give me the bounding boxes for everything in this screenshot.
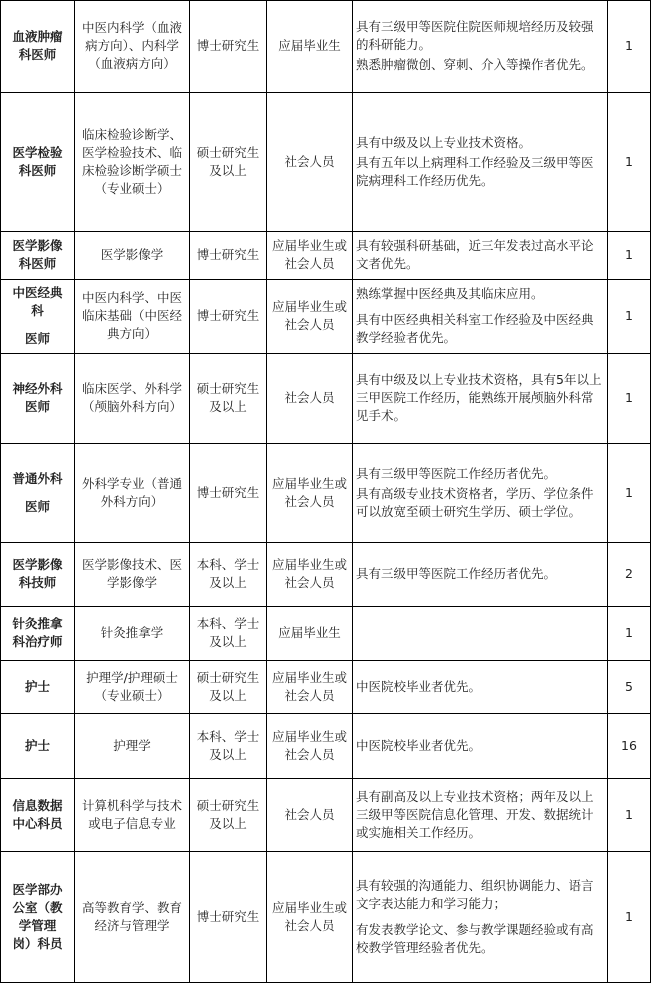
- cell-major: 针灸推拿学: [75, 606, 190, 660]
- cell-audience: 应届毕业生或社会人员: [267, 444, 353, 542]
- table-row: [1, 1, 651, 93]
- requirement-line: 具有三级甲等医院住院医师规培经历及较强的科研能力。: [356, 19, 594, 53]
- cell-position: [1, 542, 75, 606]
- cell-count: 1: [608, 279, 651, 353]
- cell-major: 医学影像学: [75, 231, 190, 279]
- position-line: 科医师: [18, 47, 57, 63]
- position-line: 岗）科员: [12, 936, 63, 952]
- cell-count: 2: [608, 542, 651, 606]
- cell-requirements: [353, 92, 608, 231]
- position-line: 医学影像: [12, 557, 63, 573]
- cell-count: 1: [608, 92, 651, 231]
- requirement-line: 具有三级甲等医院工作经历者优先。: [356, 465, 557, 481]
- cell-count: 1: [608, 231, 651, 279]
- requirement-line: 具有副高及以上专业技术资格；两年及以上三级甲等医院信息化管理、开发、数据统计或实施相关工作经历。: [356, 788, 594, 840]
- cell-requirements: [353, 542, 608, 606]
- cell-requirements: [353, 353, 608, 444]
- requirement-line: 具有高级专业技术资格者，学历、学位条件可以放宽至硕士研究生学历、硕士学位。: [356, 485, 594, 519]
- cell-position: [1, 1, 75, 93]
- table-row: [1, 231, 651, 279]
- cell-major: 临床医学、外科学（颅脑外科方向）: [75, 353, 190, 444]
- cell-count: 5: [608, 661, 651, 714]
- position-line: 医学影像: [12, 238, 63, 254]
- cell-education: 硕士研究生及以上: [190, 92, 267, 231]
- cell-audience: 应届毕业生或社会人员: [267, 279, 353, 353]
- cell-audience: 应届毕业生: [267, 1, 353, 93]
- table-row: [1, 661, 651, 714]
- cell-major: 护理学/护理硕士（专业硕士）: [75, 661, 190, 714]
- requirement-line: 具有较强科研基础，近三年发表过高水平论文者优先。: [356, 238, 594, 272]
- recruitment-table-body: [1, 1, 651, 983]
- cell-count: 16: [608, 714, 651, 778]
- requirement-line: 中医院校毕业者优先。: [356, 679, 482, 695]
- position-line: 学管理: [18, 918, 57, 934]
- position-line: 公室（教: [12, 900, 63, 916]
- cell-major: 中医内科学（血液病方向）、内科学（血液病方向）: [75, 1, 190, 93]
- requirement-line: 具有较强的沟通能力、组织协调能力、语言文字表达能力和学习能力；: [356, 878, 594, 912]
- cell-requirements: [353, 1, 608, 93]
- cell-education: 博士研究生: [190, 231, 267, 279]
- cell-major: 计算机科学与技术或电子信息专业: [75, 778, 190, 852]
- cell-major: 临床检验诊断学、医学检验技术、临床检验诊断学硕士（专业硕士）: [75, 92, 190, 231]
- position-line: 科医师: [18, 162, 57, 178]
- requirement-line: 熟悉肿瘤微创、穿刺、介入等操作者优先。: [356, 57, 594, 73]
- cell-position: [1, 92, 75, 231]
- cell-education: 博士研究生: [190, 279, 267, 353]
- position-line: 医学部办: [12, 882, 63, 898]
- cell-major: 医学影像技术、医学影像学: [75, 542, 190, 606]
- table-row: [1, 353, 651, 444]
- position-line: 针灸推拿: [12, 616, 63, 632]
- cell-education: 硕士研究生及以上: [190, 778, 267, 852]
- cell-audience: 社会人员: [267, 92, 353, 231]
- requirement-line: 熟练掌握中医经典及其临床应用。: [356, 286, 544, 302]
- cell-requirements: [353, 714, 608, 778]
- position-line: 血液肿瘤: [12, 29, 63, 45]
- cell-count: 1: [608, 852, 651, 983]
- position-line: 护士: [24, 737, 50, 753]
- requirement-line: 具有中级及以上专业技术资格。: [356, 134, 532, 150]
- requirement-line: 中医院校毕业者优先。: [356, 737, 482, 753]
- position-line: 医师: [24, 498, 50, 514]
- table-row: [1, 778, 651, 852]
- cell-education: 硕士研究生及以上: [190, 661, 267, 714]
- position-line: 中医经典: [12, 285, 63, 301]
- requirement-line: 具有三级甲等医院工作经历者优先。: [356, 566, 557, 582]
- cell-audience: 社会人员: [267, 778, 353, 852]
- position-line: 科医师: [18, 256, 57, 272]
- cell-education: 博士研究生: [190, 444, 267, 542]
- cell-position: [1, 279, 75, 353]
- table-row: [1, 279, 651, 353]
- cell-education: 博士研究生: [190, 1, 267, 93]
- cell-audience: 应届毕业生或社会人员: [267, 231, 353, 279]
- requirement-line: 有发表教学论文、参与教学课题经验或有高校教学管理经验者优先。: [356, 922, 594, 956]
- position-line: 医学检验: [12, 144, 63, 160]
- cell-major: 中医内科学、中医临床基础（中医经典方向）: [75, 279, 190, 353]
- cell-position: [1, 444, 75, 542]
- requirement-line: 具有五年以上病理科工作经验及三级甲等医院病理科工作经历优先。: [356, 154, 594, 188]
- cell-education: 本科、学士及以上: [190, 714, 267, 778]
- cell-requirements: [353, 279, 608, 353]
- cell-audience: 社会人员: [267, 353, 353, 444]
- position-line: 中心科员: [12, 815, 63, 831]
- cell-audience: 应届毕业生或社会人员: [267, 714, 353, 778]
- cell-major: 外科学专业（普通外科方向）: [75, 444, 190, 542]
- table-row: [1, 92, 651, 231]
- cell-requirements: [353, 444, 608, 542]
- cell-position: [1, 714, 75, 778]
- cell-education: 本科、学士及以上: [190, 542, 267, 606]
- cell-major: 高等教育学、教育经济与管理学: [75, 852, 190, 983]
- cell-position: [1, 606, 75, 660]
- cell-position: [1, 231, 75, 279]
- table-row: [1, 542, 651, 606]
- table-row: [1, 852, 651, 983]
- cell-position: [1, 661, 75, 714]
- cell-audience: 应届毕业生或社会人员: [267, 661, 353, 714]
- cell-education: 硕士研究生及以上: [190, 353, 267, 444]
- cell-position: [1, 778, 75, 852]
- cell-audience: 应届毕业生或社会人员: [267, 852, 353, 983]
- cell-education: 博士研究生: [190, 852, 267, 983]
- cell-requirements: [353, 606, 608, 660]
- cell-count: 1: [608, 353, 651, 444]
- position-line: 医师: [24, 399, 50, 415]
- cell-count: 1: [608, 444, 651, 542]
- table-row: [1, 444, 651, 542]
- position-line: 普通外科: [12, 470, 63, 486]
- cell-major: 护理学: [75, 714, 190, 778]
- cell-requirements: [353, 661, 608, 714]
- cell-count: 1: [608, 1, 651, 93]
- position-line: 信息数据: [12, 797, 63, 813]
- table-row: [1, 714, 651, 778]
- position-line: 科: [31, 303, 44, 319]
- position-line: 科技师: [18, 575, 57, 591]
- cell-position: [1, 353, 75, 444]
- cell-requirements: [353, 852, 608, 983]
- cell-education: 本科、学士及以上: [190, 606, 267, 660]
- requirement-line: 具有中医经典相关科室工作经验及中医经典教学经验者优先。: [356, 312, 594, 346]
- cell-requirements: [353, 778, 608, 852]
- cell-requirements: [353, 231, 608, 279]
- cell-count: 1: [608, 606, 651, 660]
- position-line: 科治疗师: [12, 634, 63, 650]
- cell-position: [1, 852, 75, 983]
- position-line: 医师: [24, 331, 50, 347]
- position-line: 神经外科: [12, 381, 63, 397]
- requirement-line: 具有中级及以上专业技术资格，具有5年以上三甲医院工作经历，能熟练开展颅脑外科常见手术。: [356, 372, 602, 424]
- position-line: 护士: [24, 679, 50, 695]
- table-row: [1, 606, 651, 660]
- cell-audience: 应届毕业生或社会人员: [267, 542, 353, 606]
- cell-audience: 应届毕业生: [267, 606, 353, 660]
- cell-count: 1: [608, 778, 651, 852]
